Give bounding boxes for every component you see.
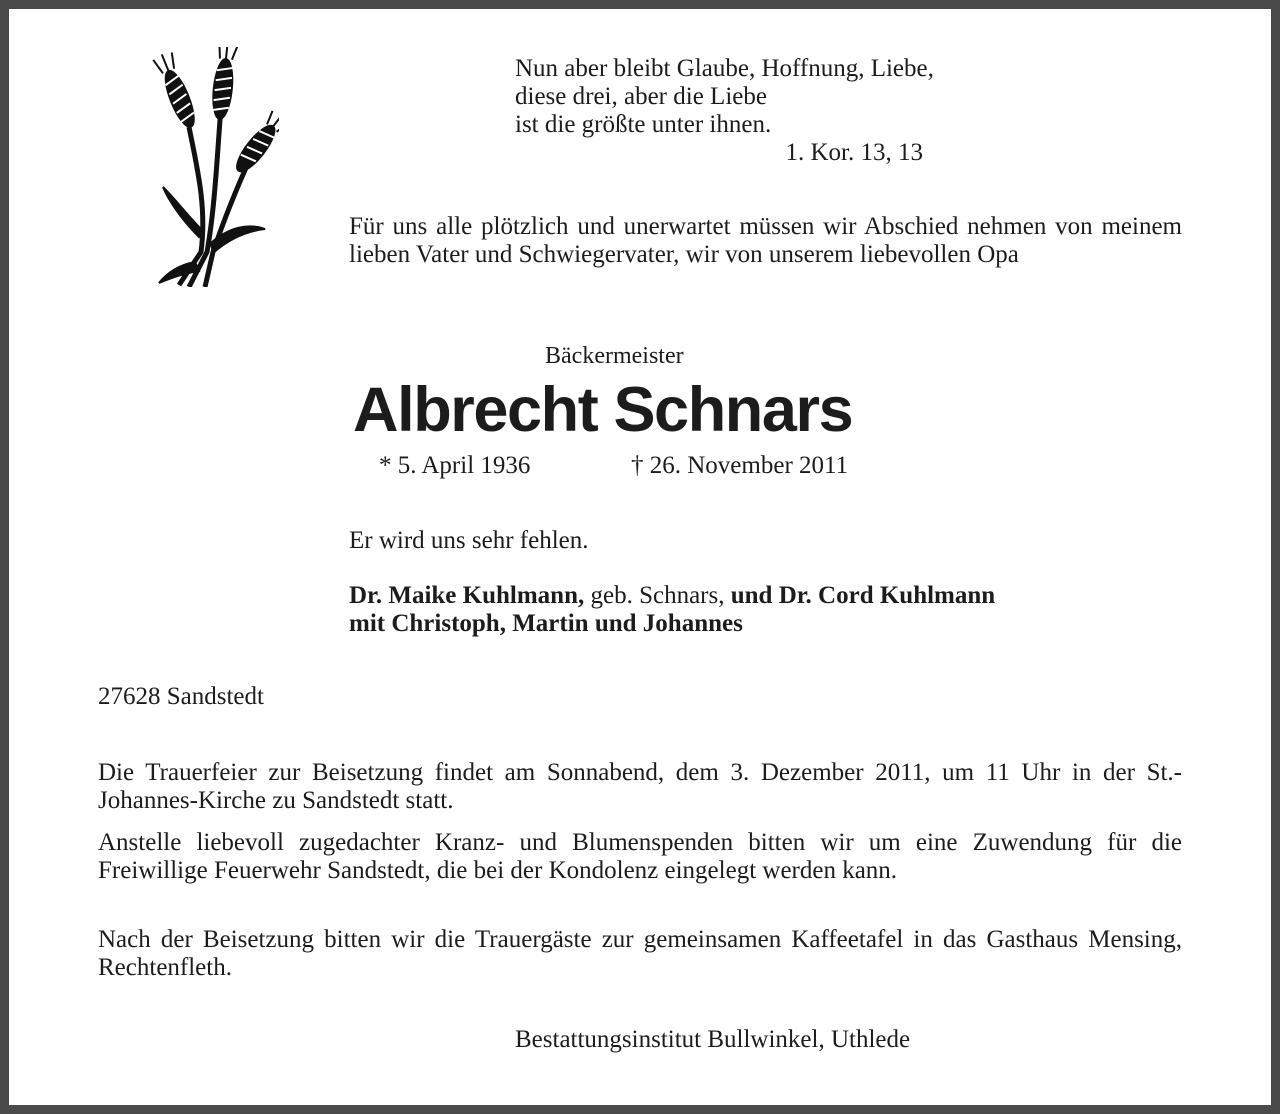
birth-date: * 5. April 1936 [379,452,531,479]
family-name-1: Dr. Maike Kuhlmann, [349,582,585,609]
verse-line: diese drei, aber die Liebe [515,83,767,110]
verse-reference: 1. Kor. 13, 13 [785,139,923,166]
closing-line: Er wird uns sehr fehlen. [349,527,589,554]
death-date: † 26. November 2011 [631,452,849,479]
occupation: Bäckermeister [545,343,684,369]
deceased-name: Albrecht Schnars [353,375,853,445]
reception-paragraph: Nach der Beisetzung bitten wir die Trauergäste zur gemeinsamen Kaffeetafel in das Gasthaus Mensing, Rechtenfleth. [98,926,1182,981]
family-children: mit Christoph, Martin und Johannes [349,610,743,637]
family-signature [349,582,995,638]
intro-text: Für uns alle plötzlich und unerwartet müssen wir Abschied nehmen von meinem lieben Vater und Schwiegervater, wir von unserem liebevollen Opa [349,213,1182,268]
undertaker: Bestattungsinstitut Bullwinkel, Uthlede [515,1026,911,1053]
verse-line: Nun aber bleibt Glaube, Hoffnung, Liebe, [515,55,934,82]
wheat-icon [149,47,279,287]
donations-paragraph: Anstelle liebevoll zugedachter Kranz- und Blumenspenden bitten wir um eine Zuwendung für die Freiwillige Feuerwehr Sandstedt, die bei der Kondolenz eingelegt werden kann. [98,829,1182,884]
funeral-paragraph: Die Trauerfeier zur Beisetzung findet am Sonnabend, dem 3. Dezember 2011, um 11 Uhr in der St.-Johannes-Kirche zu Sandstedt statt. [98,759,1182,814]
maiden-name: geb. Schnars, [584,582,731,609]
location: 27628 Sandstedt [98,683,264,710]
bible-verse [515,55,934,139]
family-line-1 [349,582,995,610]
verse-line: ist die größte unter ihnen. [515,111,772,138]
family-line-2 [349,610,995,638]
obituary-notice [9,9,1271,1105]
family-name-2: und Dr. Cord Kuhlmann [730,582,996,609]
